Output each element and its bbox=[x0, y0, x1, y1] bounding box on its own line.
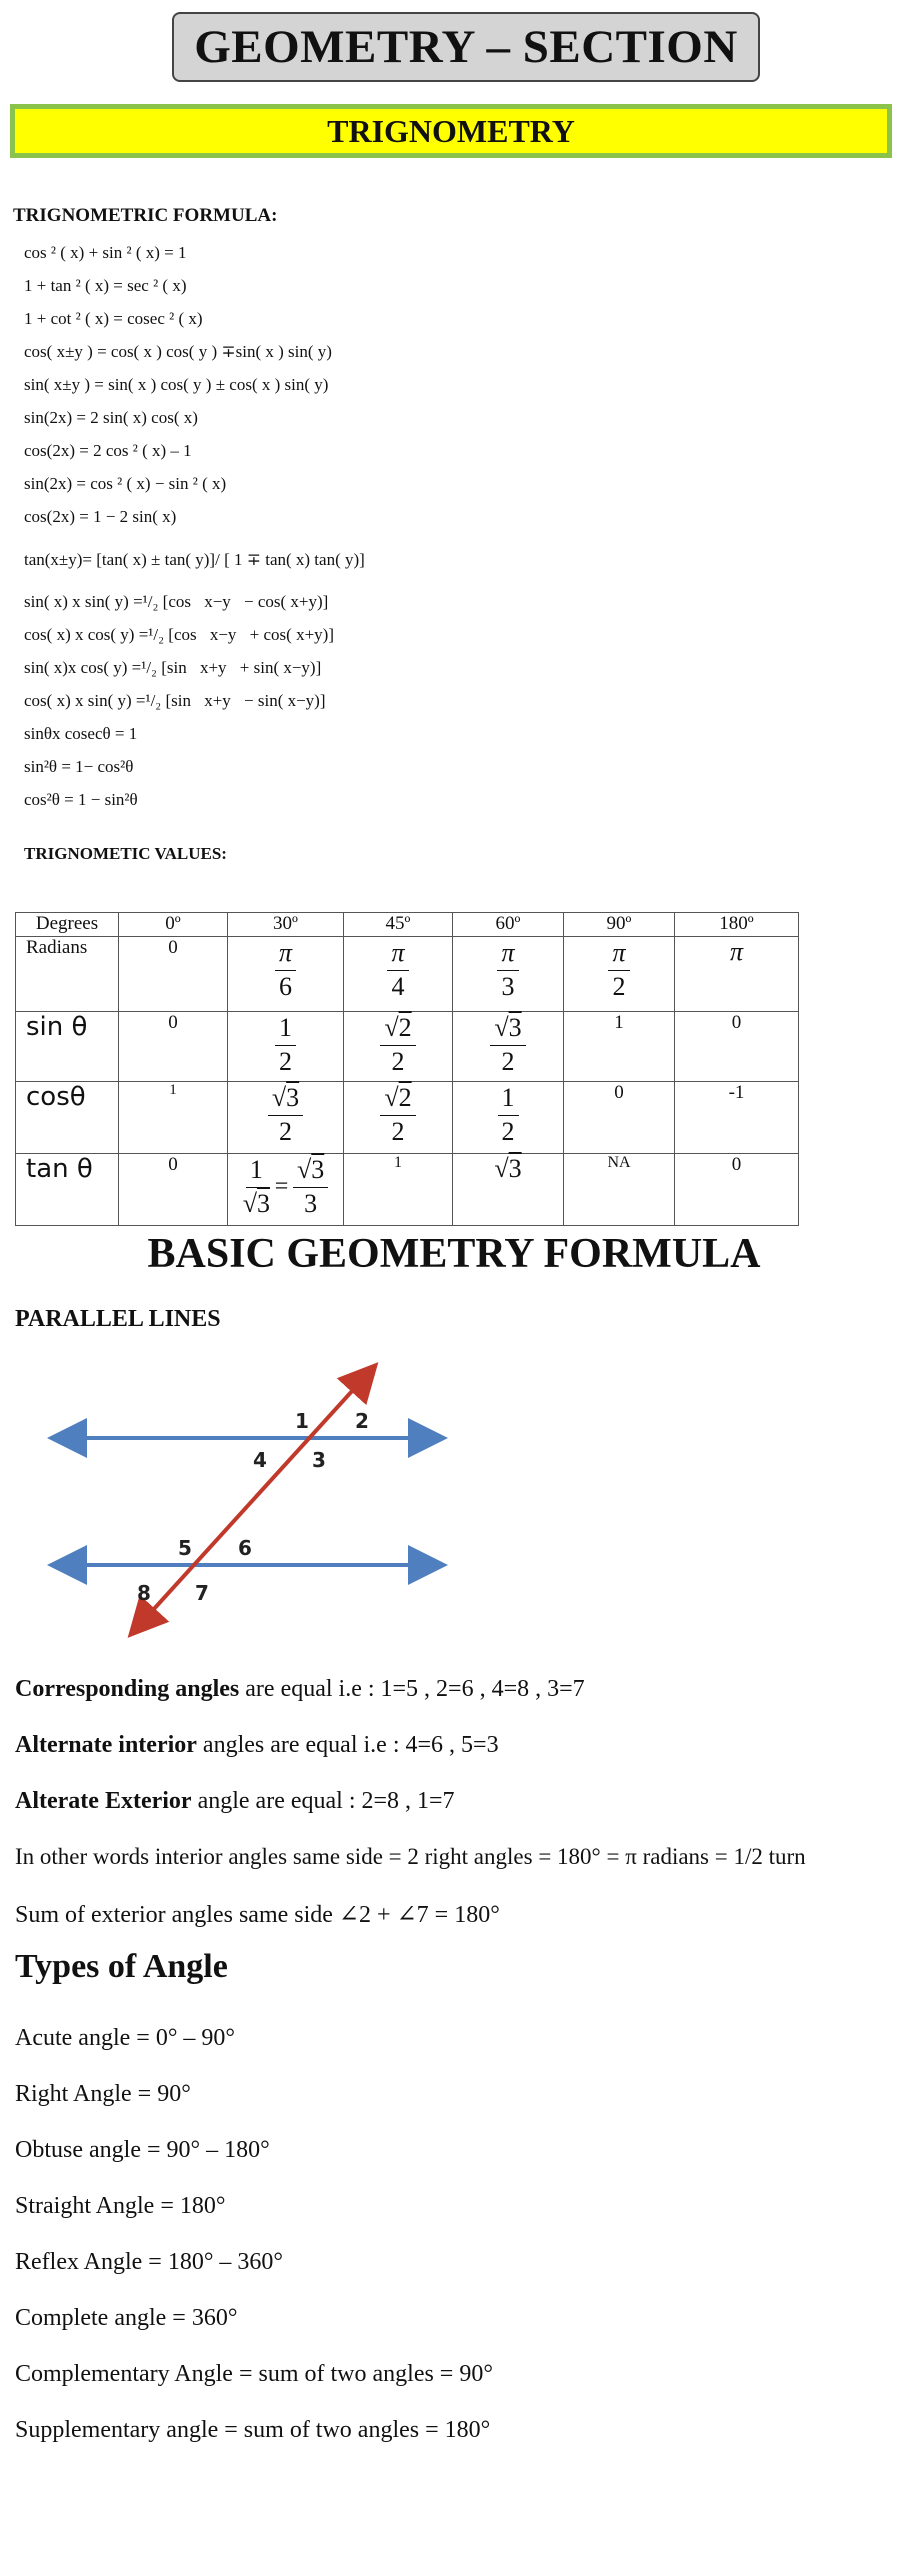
header-cell: 180º bbox=[675, 913, 799, 937]
formula-line: sin(2x) = cos ² ( x) − sin ² ( x) bbox=[24, 474, 227, 493]
value-cell: $\frac{\pi}{4}$ bbox=[344, 937, 453, 1012]
value-cell: $\frac{1}{2}$ bbox=[453, 1082, 564, 1154]
formula-line: cos( x) x sin( y) =¹/₂ [sin􏰀x+y􏰁− sin( x−y)] bbox=[24, 691, 326, 710]
value-cell: $\frac{1}{2}$ bbox=[228, 1012, 344, 1082]
value-cell: $\frac{√3}{2}$ bbox=[228, 1082, 344, 1154]
table-row bbox=[16, 937, 799, 1012]
header-cell: 90º bbox=[564, 913, 675, 937]
page-title: GEOMETRY – SECTION bbox=[172, 12, 760, 82]
header-cell: 60º bbox=[453, 913, 564, 937]
value-cell: 1 bbox=[564, 1012, 675, 1082]
angle-type: Straight Angle = 180° bbox=[15, 2193, 226, 2219]
value-cell: 0 bbox=[119, 1154, 228, 1226]
row-label: tan θ bbox=[16, 1154, 119, 1226]
angle-type: Acute angle = 0° – 90° bbox=[15, 2025, 236, 2051]
angle-label: 7 bbox=[195, 1581, 209, 1605]
angle-type: Obtuse angle = 90° – 180° bbox=[15, 2137, 270, 2163]
value-cell: -1 bbox=[675, 1082, 799, 1154]
angle-label: 4 bbox=[253, 1448, 267, 1472]
formula-line: cos ² ( x) + sin ² ( x) = 1 bbox=[24, 243, 187, 262]
table-row bbox=[16, 1154, 799, 1226]
types-title: Types of Angle bbox=[15, 1948, 228, 1985]
rule-line: Alternate interior angles are equal i.e : 4=6 , 5=3 bbox=[15, 1732, 499, 1758]
value-cell: 0 bbox=[675, 1154, 799, 1226]
angle-label: 1 bbox=[295, 1409, 309, 1433]
formula-line: sin( x) x sin( y) =¹/₂ [cos􏰀x−y􏰁− cos( x+y)] bbox=[24, 592, 329, 611]
rule-line: Alterate Exterior angle are equal : 2=8 , 1=7 bbox=[15, 1788, 455, 1814]
value-cell: $\frac{√2}{2}$ bbox=[344, 1082, 453, 1154]
formula-line: sin(2x) = 2 sin( x) cos( x) bbox=[24, 408, 198, 427]
value-cell: π bbox=[675, 937, 799, 1012]
values-heading: TRIGNOMETIC VALUES: bbox=[24, 844, 227, 863]
header-cell: 30º bbox=[228, 913, 344, 937]
value-cell: 0 bbox=[119, 937, 228, 1012]
formula-line: cos(2x) = 2 cos ² ( x) – 1 bbox=[24, 441, 192, 460]
rule-line: Sum of exterior angles same side ∠2 + ∠7 = 180° bbox=[15, 1902, 500, 1928]
formula-line: sin( x)x cos( y) =¹/₂ [sin􏰀x+y􏰁+ sin( x−y)] bbox=[24, 658, 322, 677]
header-cell: 0º bbox=[119, 913, 228, 937]
formula-heading: TRIGNOMETRIC FORMULA: bbox=[13, 205, 278, 226]
formula-line: tan(x±y)= [tan( x) ± tan( y)]/ [ 1 ∓ tan( x) tan( y)] bbox=[24, 550, 365, 569]
value-cell: $\frac{√2}{2}$ bbox=[344, 1012, 453, 1082]
trig-values-table bbox=[15, 912, 799, 1226]
angle-type: Supplementary angle = sum of two angles = 180° bbox=[15, 2417, 491, 2443]
formula-line: sinθx cosecθ = 1 bbox=[24, 724, 138, 743]
value-cell: $\frac{\pi}{6}$ bbox=[228, 937, 344, 1012]
angle-type: Complete angle = 360° bbox=[15, 2305, 238, 2331]
table-row bbox=[16, 1012, 799, 1082]
value-cell: 1 bbox=[344, 1154, 453, 1226]
value-cell: 1 bbox=[119, 1082, 228, 1154]
table-row bbox=[16, 1082, 799, 1154]
row-label: sin θ bbox=[16, 1012, 119, 1082]
value-cell: $\frac{√3}{2}$ bbox=[453, 1012, 564, 1082]
row-label: Radians bbox=[16, 937, 119, 1012]
formula-line: cos( x±y ) = cos( x ) cos( y ) ∓sin( x ) sin( y) bbox=[24, 342, 332, 361]
formula-line: sin( x±y ) = sin( x ) cos( y ) ± cos( x ) sin( y) bbox=[24, 375, 329, 394]
parallel-lines-diagram bbox=[40, 1350, 460, 1650]
rule-line: Corresponding angles are equal i.e : 1=5 , 2=6 , 4=8 , 3=7 bbox=[15, 1676, 585, 1702]
angle-label: 8 bbox=[137, 1581, 151, 1605]
formula-line: cos²θ = 1 − sin²θ bbox=[24, 790, 138, 809]
formula-line: 1 + tan ² ( x) = sec ² ( x) bbox=[24, 276, 187, 295]
angle-type: Complementary Angle = sum of two angles = 90° bbox=[15, 2361, 493, 2387]
angle-type: Reflex Angle = 180° – 360° bbox=[15, 2249, 284, 2275]
formula-line: cos( x) x cos( y) =¹/₂ [cos􏰀x−y􏰁+ cos( x+y)] bbox=[24, 625, 334, 644]
value-cell: NA bbox=[564, 1154, 675, 1226]
table-row bbox=[16, 913, 799, 937]
value-cell: $\frac{1}{√3}$ = $\frac{√3}{3}$ bbox=[228, 1154, 344, 1226]
header-cell: Degrees bbox=[16, 913, 119, 937]
angle-label: 5 bbox=[178, 1536, 192, 1560]
section-banner: TRIGNOMETRY bbox=[10, 104, 892, 158]
section-title: BASIC GEOMETRY FORMULA bbox=[147, 1231, 761, 1277]
angle-label: 3 bbox=[312, 1448, 326, 1472]
formula-line: cos(2x) = 1 − 2 sin( x) bbox=[24, 507, 177, 526]
formula-line: 1 + cot ² ( x) = cosec ² ( x) bbox=[24, 309, 203, 328]
formula-line: sin²θ = 1− cos²θ bbox=[24, 757, 134, 776]
value-cell: $\frac{\pi}{2}$ bbox=[564, 937, 675, 1012]
value-cell: √3 bbox=[453, 1154, 564, 1226]
value-cell: 0 bbox=[564, 1082, 675, 1154]
value-cell: 0 bbox=[675, 1012, 799, 1082]
header-cell: 45º bbox=[344, 913, 453, 937]
angle-label: 2 bbox=[355, 1409, 369, 1433]
transversal-line bbox=[133, 1368, 373, 1632]
angle-label: 6 bbox=[238, 1536, 252, 1560]
value-cell: $\frac{\pi}{3}$ bbox=[453, 937, 564, 1012]
parallel-heading: PARALLEL LINES bbox=[15, 1306, 221, 1332]
rule-line: In other words interior angles same side = 2 right angles = 180° = π radians = 1/2 turn bbox=[15, 1844, 806, 1869]
value-cell: 0 bbox=[119, 1012, 228, 1082]
angle-type: Right Angle = 90° bbox=[15, 2081, 191, 2107]
row-label: cosθ bbox=[16, 1082, 119, 1154]
